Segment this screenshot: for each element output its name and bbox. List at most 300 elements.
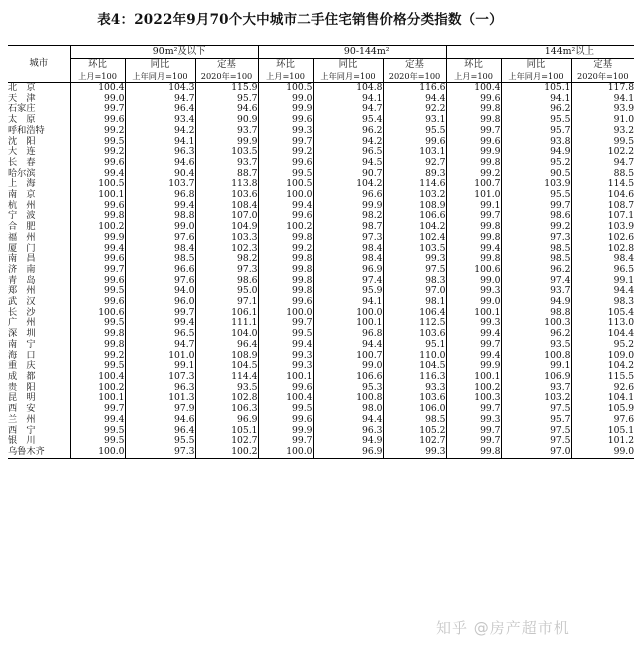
index-value-cell: 97.0 <box>383 286 446 297</box>
city-name-cell: 济 南 <box>8 263 36 275</box>
index-value-cell: 99.9 <box>446 361 501 372</box>
index-value-cell: 99.5 <box>70 426 125 437</box>
index-value-cell: 94.5 <box>313 158 383 169</box>
index-value-cell: 99.4 <box>258 340 313 351</box>
index-value-cell: 102.6 <box>571 233 634 244</box>
index-value-cell: 94.6 <box>125 415 195 426</box>
index-value-cell: 103.3 <box>195 233 258 244</box>
index-value-cell: 99.7 <box>446 126 501 137</box>
index-value-cell: 98.4 <box>313 254 383 265</box>
index-value-cell: 100.0 <box>258 308 313 319</box>
index-value-cell: 104.0 <box>195 329 258 340</box>
index-value-cell: 93.7 <box>501 383 571 394</box>
index-value-cell: 100.1 <box>258 372 313 383</box>
index-value-cell: 100.0 <box>313 308 383 319</box>
base-header: 上年同月=100 <box>125 71 195 83</box>
city-name-cell: 兰 州 <box>8 413 36 425</box>
index-value-cell: 106.6 <box>383 211 446 222</box>
index-value-cell: 99.8 <box>258 254 313 265</box>
index-value-cell: 110.0 <box>383 351 446 362</box>
index-value-cell: 99.2 <box>70 126 125 137</box>
index-value-cell: 98.4 <box>125 244 195 255</box>
index-value-cell: 90.5 <box>501 169 571 180</box>
index-value-cell: 99.6 <box>258 211 313 222</box>
index-value-cell: 88.7 <box>195 169 258 180</box>
index-value-cell: 99.3 <box>446 318 501 329</box>
sub-header: 同比 <box>313 59 383 72</box>
index-value-cell: 93.7 <box>195 158 258 169</box>
index-value-cell: 96.2 <box>501 265 571 276</box>
table-row <box>8 137 634 148</box>
index-value-cell: 97.6 <box>125 233 195 244</box>
index-value-cell: 94.1 <box>571 94 634 105</box>
table-row <box>8 254 634 265</box>
index-value-cell: 95.5 <box>383 126 446 137</box>
sub-header: 环比 <box>258 59 313 72</box>
table-row <box>8 351 634 362</box>
table-title: 表4：2022年9月70个大中城市二手住宅销售价格分类指数（一） <box>97 12 503 28</box>
index-value-cell: 99.7 <box>258 137 313 148</box>
table-row <box>8 393 634 404</box>
index-value-cell: 99.8 <box>446 222 501 233</box>
group-header-large: 144m²以上 <box>446 46 634 59</box>
table-row <box>8 286 634 297</box>
index-value-cell: 99.6 <box>70 158 125 169</box>
table-body <box>8 83 634 459</box>
city-header: 城市 <box>8 46 70 83</box>
index-value-cell: 99.9 <box>446 147 501 158</box>
table-row <box>8 318 634 329</box>
index-value-cell: 99.7 <box>70 404 125 415</box>
index-value-cell: 106.1 <box>195 308 258 319</box>
index-value-cell: 99.8 <box>446 254 501 265</box>
city-name-cell: 武 汉 <box>8 296 36 308</box>
index-value-cell: 92.6 <box>571 383 634 394</box>
index-value-cell: 100.2 <box>70 383 125 394</box>
table-row <box>8 83 634 94</box>
index-value-cell: 96.5 <box>125 329 195 340</box>
index-value-cell: 93.2 <box>571 126 634 137</box>
index-value-cell: 115.9 <box>195 83 258 94</box>
index-value-cell: 108.9 <box>383 201 446 212</box>
index-value-cell: 100.7 <box>313 351 383 362</box>
index-value-cell: 98.7 <box>313 222 383 233</box>
watermark: 知乎 @房产超市机 <box>436 619 570 637</box>
index-value-cell: 105.1 <box>571 426 634 437</box>
index-value-cell: 101.0 <box>125 351 195 362</box>
index-value-cell: 99.7 <box>258 318 313 329</box>
index-value-cell: 99.1 <box>571 276 634 287</box>
index-value-cell: 96.2 <box>313 126 383 137</box>
index-value-cell: 95.5 <box>501 115 571 126</box>
index-value-cell: 109.0 <box>571 351 634 362</box>
index-value-cell: 99.5 <box>70 361 125 372</box>
index-value-cell: 102.4 <box>383 233 446 244</box>
index-value-cell: 113.0 <box>571 318 634 329</box>
index-value-cell: 97.6 <box>125 276 195 287</box>
index-value-cell: 95.7 <box>195 94 258 105</box>
index-value-cell: 94.1 <box>313 94 383 105</box>
index-value-cell: 103.2 <box>383 190 446 201</box>
index-value-cell: 100.6 <box>446 265 501 276</box>
index-value-cell: 99.4 <box>125 318 195 329</box>
index-value-cell: 93.1 <box>383 115 446 126</box>
index-value-cell: 114.4 <box>195 372 258 383</box>
index-value-cell: 94.7 <box>125 94 195 105</box>
index-value-cell: 98.3 <box>383 276 446 287</box>
index-value-cell: 99.6 <box>70 115 125 126</box>
index-value-cell: 99.4 <box>446 329 501 340</box>
index-value-cell: 99.8 <box>70 211 125 222</box>
city-name-cell: 银 川 <box>8 435 36 447</box>
index-value-cell: 100.1 <box>446 372 501 383</box>
city-name-cell: 乌鲁木齐 <box>8 445 45 457</box>
index-value-cell: 99.6 <box>70 201 125 212</box>
index-value-cell: 99.9 <box>195 137 258 148</box>
city-name-cell: 宁 波 <box>8 210 36 222</box>
index-value-cell: 99.3 <box>383 254 446 265</box>
index-value-cell: 98.2 <box>313 211 383 222</box>
index-value-cell: 111.1 <box>195 318 258 329</box>
index-value-cell: 99.0 <box>446 297 501 308</box>
index-value-cell: 99.6 <box>258 297 313 308</box>
index-value-cell: 94.1 <box>501 94 571 105</box>
index-value-cell: 96.8 <box>313 329 383 340</box>
index-value-cell: 100.0 <box>70 447 125 458</box>
index-value-cell: 97.0 <box>501 447 571 458</box>
index-value-cell: 99.3 <box>258 351 313 362</box>
index-value-cell: 99.6 <box>258 383 313 394</box>
sub-header: 同比 <box>125 59 195 72</box>
index-value-cell: 99.0 <box>70 94 125 105</box>
index-value-cell: 94.4 <box>571 286 634 297</box>
index-value-cell: 100.8 <box>501 351 571 362</box>
index-value-cell: 101.3 <box>125 393 195 404</box>
table-row <box>8 329 634 340</box>
table-row <box>8 426 634 437</box>
index-value-cell: 96.6 <box>313 190 383 201</box>
index-value-cell: 99.5 <box>571 137 634 148</box>
index-value-cell: 104.2 <box>571 361 634 372</box>
index-value-cell: 99.4 <box>125 201 195 212</box>
city-name-cell: 贵 阳 <box>8 381 36 393</box>
index-value-cell: 104.2 <box>383 222 446 233</box>
index-value-cell: 100.4 <box>446 83 501 94</box>
base-header: 上月=100 <box>70 71 125 83</box>
index-value-cell: 91.0 <box>571 115 634 126</box>
index-value-cell: 99.2 <box>258 147 313 158</box>
index-value-cell: 103.2 <box>501 393 571 404</box>
group-header-mid: 90-144m² <box>258 46 446 59</box>
index-value-cell: 98.3 <box>571 297 634 308</box>
city-name-cell: 厦 门 <box>8 242 36 254</box>
index-value-cell: 100.4 <box>258 393 313 404</box>
index-value-cell: 100.5 <box>70 179 125 190</box>
city-name-cell: 南 昌 <box>8 253 36 265</box>
index-value-cell: 104.4 <box>571 329 634 340</box>
index-value-cell: 107.3 <box>125 372 195 383</box>
base-header: 2020年=100 <box>383 71 446 83</box>
index-value-cell: 108.4 <box>195 201 258 212</box>
city-name-cell: 昆 明 <box>8 392 36 404</box>
index-value-cell: 100.0 <box>258 447 313 458</box>
index-value-cell: 99.4 <box>258 201 313 212</box>
index-value-cell: 100.2 <box>258 222 313 233</box>
index-value-cell: 99.2 <box>70 351 125 362</box>
index-value-cell: 99.7 <box>501 201 571 212</box>
index-value-cell: 99.7 <box>446 340 501 351</box>
index-value-cell: 104.5 <box>195 361 258 372</box>
index-value-cell: 106.3 <box>195 404 258 415</box>
index-value-cell: 99.6 <box>258 115 313 126</box>
index-value-cell: 99.0 <box>313 361 383 372</box>
city-name-cell: 西 安 <box>8 403 36 415</box>
index-value-cell: 102.2 <box>571 147 634 158</box>
index-value-cell: 93.8 <box>501 137 571 148</box>
index-value-cell: 103.1 <box>383 147 446 158</box>
city-name-cell: 福 州 <box>8 231 36 243</box>
index-value-cell: 97.5 <box>501 426 571 437</box>
index-value-cell: 100.4 <box>70 372 125 383</box>
index-value-cell: 99.8 <box>446 233 501 244</box>
index-value-cell: 100.7 <box>446 179 501 190</box>
city-name-cell: 广 州 <box>8 317 36 329</box>
index-value-cell: 99.0 <box>125 222 195 233</box>
sub-header: 环比 <box>70 59 125 72</box>
table-row <box>8 190 634 201</box>
index-value-cell: 102.7 <box>195 436 258 447</box>
table-row <box>8 340 634 351</box>
index-value-cell: 96.4 <box>125 104 195 115</box>
index-value-cell: 99.3 <box>446 415 501 426</box>
index-value-cell: 102.7 <box>383 436 446 447</box>
index-value-cell: 99.5 <box>258 329 313 340</box>
index-value-cell: 90.7 <box>313 169 383 180</box>
index-value-cell: 98.6 <box>501 211 571 222</box>
table-row <box>8 415 634 426</box>
index-value-cell: 100.8 <box>313 393 383 404</box>
city-name-cell: 成 都 <box>8 370 36 382</box>
index-value-cell: 93.5 <box>501 340 571 351</box>
index-value-cell: 96.9 <box>313 447 383 458</box>
index-value-cell: 99.8 <box>446 104 501 115</box>
base-header: 2020年=100 <box>571 71 634 83</box>
index-value-cell: 100.6 <box>70 308 125 319</box>
index-value-cell: 94.0 <box>125 286 195 297</box>
index-value-cell: 99.8 <box>258 265 313 276</box>
index-value-cell: 97.5 <box>501 404 571 415</box>
index-value-cell: 92.7 <box>383 158 446 169</box>
index-value-cell: 99.2 <box>501 222 571 233</box>
index-value-cell: 99.7 <box>446 404 501 415</box>
index-value-cell: 98.0 <box>313 404 383 415</box>
index-value-cell: 97.5 <box>501 436 571 447</box>
index-value-cell: 106.0 <box>383 404 446 415</box>
index-value-cell: 97.4 <box>313 276 383 287</box>
index-value-cell: 94.9 <box>501 147 571 158</box>
index-value-cell: 99.2 <box>70 147 125 158</box>
index-value-cell: 99.6 <box>70 297 125 308</box>
index-value-cell: 100.3 <box>501 318 571 329</box>
index-value-cell: 99.5 <box>258 169 313 180</box>
index-value-cell: 98.1 <box>383 297 446 308</box>
table-row <box>8 447 634 458</box>
index-value-cell: 102.8 <box>195 393 258 404</box>
base-header: 上年同月=100 <box>313 71 383 83</box>
city-name-cell: 杭 州 <box>8 199 36 211</box>
city-name-cell: 深 圳 <box>8 328 36 340</box>
index-value-cell: 95.5 <box>501 190 571 201</box>
sub-header: 定基 <box>383 59 446 72</box>
city-name-cell: 上 海 <box>8 178 36 190</box>
index-value-cell: 93.7 <box>501 286 571 297</box>
index-value-cell: 99.3 <box>446 286 501 297</box>
table-row <box>8 308 634 319</box>
table-row <box>8 147 634 158</box>
city-name-cell: 北 京 <box>8 82 36 93</box>
index-value-cell: 98.4 <box>313 244 383 255</box>
index-value-cell: 102.8 <box>571 244 634 255</box>
city-name-cell: 郑 州 <box>8 285 36 297</box>
index-value-cell: 99.7 <box>125 308 195 319</box>
index-value-cell: 99.1 <box>446 201 501 212</box>
index-value-cell: 104.1 <box>571 393 634 404</box>
index-value-cell: 99.7 <box>258 436 313 447</box>
table-row <box>8 126 634 137</box>
index-value-cell: 103.7 <box>125 179 195 190</box>
table-row <box>8 276 634 287</box>
index-value-cell: 99.6 <box>258 158 313 169</box>
index-value-cell: 99.7 <box>70 104 125 115</box>
city-name-cell: 天 津 <box>8 92 36 104</box>
index-value-cell: 95.7 <box>501 126 571 137</box>
index-value-cell: 97.6 <box>571 415 634 426</box>
index-value-cell: 99.7 <box>446 436 501 447</box>
index-value-cell: 104.6 <box>571 190 634 201</box>
index-value-cell: 106.9 <box>501 372 571 383</box>
index-value-cell: 101.2 <box>571 436 634 447</box>
index-value-cell: 98.4 <box>571 254 634 265</box>
sub-header: 同比 <box>501 59 571 72</box>
index-value-cell: 99.8 <box>70 329 125 340</box>
index-value-cell: 99.9 <box>258 426 313 437</box>
index-value-cell: 94.6 <box>125 158 195 169</box>
sub-header: 定基 <box>195 59 258 72</box>
index-value-cell: 99.5 <box>70 137 125 148</box>
index-value-cell: 99.5 <box>70 318 125 329</box>
index-value-cell: 103.5 <box>195 147 258 158</box>
index-value-cell: 99.5 <box>258 404 313 415</box>
index-value-cell: 103.5 <box>383 244 446 255</box>
index-value-cell: 94.6 <box>195 104 258 115</box>
index-value-cell: 99.5 <box>70 436 125 447</box>
index-value-cell: 99.8 <box>258 276 313 287</box>
index-value-cell: 94.4 <box>383 94 446 105</box>
city-name-cell: 哈尔滨 <box>8 167 36 179</box>
index-value-cell: 99.1 <box>501 361 571 372</box>
index-value-cell: 96.2 <box>501 329 571 340</box>
index-value-cell: 88.5 <box>571 169 634 180</box>
index-value-cell: 95.7 <box>501 415 571 426</box>
city-name-cell: 长 沙 <box>8 306 36 318</box>
index-value-cell: 96.5 <box>571 265 634 276</box>
index-value-cell: 92.2 <box>383 104 446 115</box>
index-value-cell: 100.5 <box>258 179 313 190</box>
index-value-cell: 98.5 <box>501 254 571 265</box>
index-value-cell: 98.6 <box>195 276 258 287</box>
city-name-cell: 沈 阳 <box>8 135 36 147</box>
index-value-cell: 100.4 <box>70 83 125 94</box>
index-value-cell: 99.4 <box>70 244 125 255</box>
table-row <box>8 244 634 255</box>
index-value-cell: 100.2 <box>195 447 258 458</box>
index-value-cell: 106.4 <box>383 308 446 319</box>
index-value-cell: 104.9 <box>195 222 258 233</box>
index-value-cell: 94.7 <box>313 104 383 115</box>
index-value-cell: 99.0 <box>571 447 634 458</box>
city-name-cell: 青 岛 <box>8 274 36 286</box>
index-value-cell: 100.2 <box>446 383 501 394</box>
index-value-cell: 99.6 <box>70 254 125 265</box>
index-value-cell: 98.5 <box>383 415 446 426</box>
index-value-cell: 100.5 <box>258 83 313 94</box>
index-value-cell: 116.6 <box>383 83 446 94</box>
index-value-cell: 96.4 <box>125 426 195 437</box>
index-value-cell: 107.0 <box>195 211 258 222</box>
index-value-cell: 96.6 <box>125 265 195 276</box>
index-value-cell: 96.9 <box>195 415 258 426</box>
index-value-cell: 100.0 <box>258 190 313 201</box>
table-row <box>8 104 634 115</box>
index-value-cell: 95.3 <box>313 383 383 394</box>
index-value-cell: 112.5 <box>383 318 446 329</box>
index-value-cell: 100.1 <box>313 318 383 329</box>
index-value-cell: 99.5 <box>70 286 125 297</box>
index-value-cell: 99.7 <box>70 265 125 276</box>
index-value-cell: 105.1 <box>501 83 571 94</box>
index-value-cell: 106.6 <box>313 372 383 383</box>
index-value-cell: 105.4 <box>571 308 634 319</box>
index-value-cell: 97.5 <box>383 265 446 276</box>
price-index-table <box>8 45 634 459</box>
index-value-cell: 99.2 <box>446 169 501 180</box>
index-value-cell: 95.2 <box>571 340 634 351</box>
index-value-cell: 103.9 <box>571 222 634 233</box>
index-value-cell: 99.3 <box>258 126 313 137</box>
base-header: 2020年=100 <box>195 71 258 83</box>
index-value-cell: 99.9 <box>70 233 125 244</box>
index-value-cell: 108.7 <box>571 201 634 212</box>
table-row <box>8 201 634 212</box>
city-name-cell: 海 口 <box>8 349 36 361</box>
index-value-cell: 95.0 <box>195 286 258 297</box>
city-name-cell: 大 连 <box>8 146 36 158</box>
table-row <box>8 404 634 415</box>
city-name-cell: 长 春 <box>8 156 36 168</box>
index-value-cell: 97.3 <box>125 447 195 458</box>
index-value-cell: 95.5 <box>125 436 195 447</box>
index-value-cell: 99.6 <box>70 276 125 287</box>
city-name-cell: 太 原 <box>8 114 36 126</box>
index-value-cell: 99.4 <box>70 415 125 426</box>
index-value-cell: 93.9 <box>571 104 634 115</box>
index-value-cell: 105.2 <box>383 426 446 437</box>
index-value-cell: 96.3 <box>125 147 195 158</box>
table-row <box>8 222 634 233</box>
sub-header: 环比 <box>446 59 501 72</box>
index-value-cell: 99.4 <box>446 351 501 362</box>
index-value-cell: 103.6 <box>383 329 446 340</box>
